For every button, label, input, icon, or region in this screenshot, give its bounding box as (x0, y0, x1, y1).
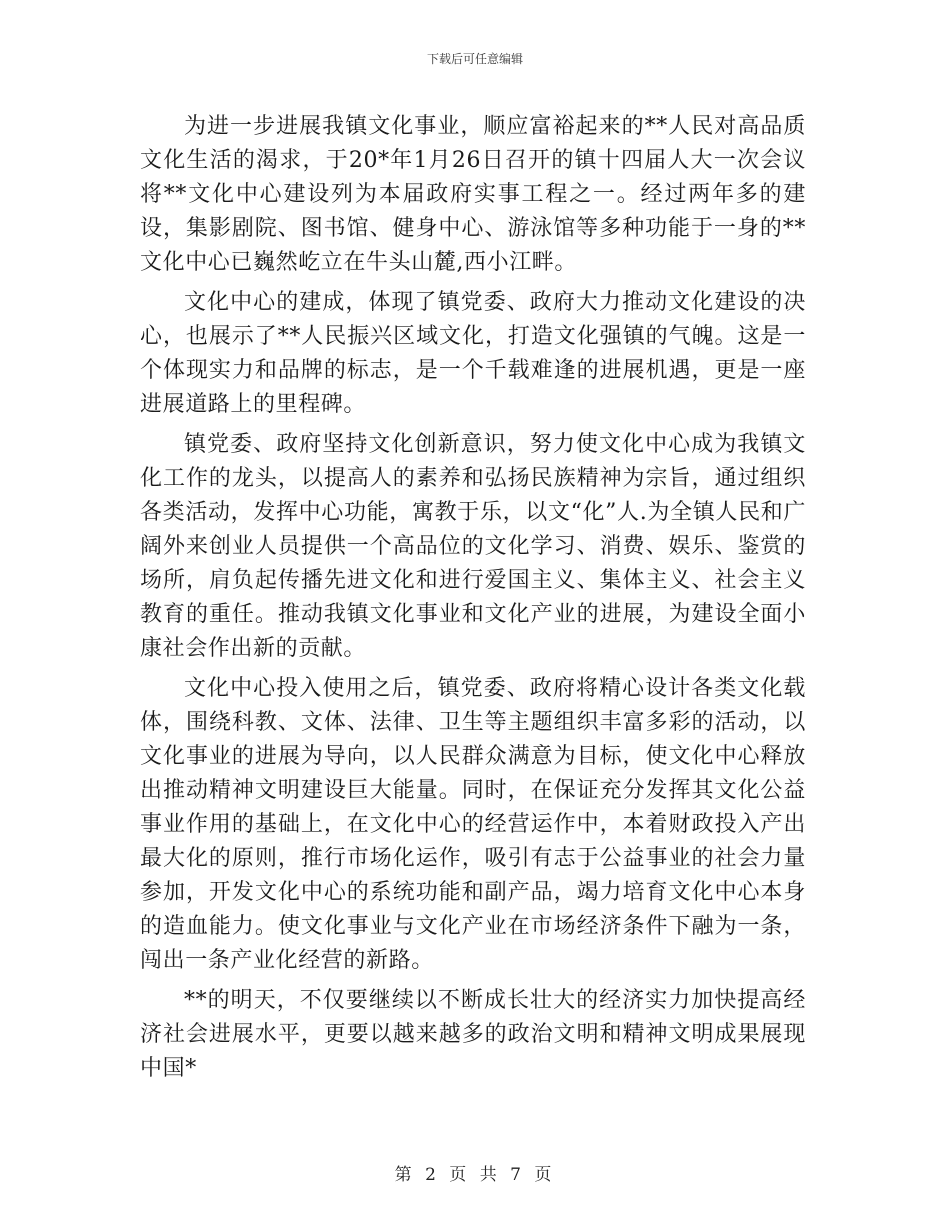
paragraph: **的明天，不仅要继续以不断成长壮大的经济实力加快提高经济社会进展水平，更要以越来越多的政治文明和精神文明成果展现中国* (140, 988, 806, 1081)
document-body (140, 110, 806, 1092)
page-header: 下载后可任意编辑 (426, 52, 523, 66)
paragraph: 镇党委、政府坚持文化创新意识，努力使文化中心成为我镇文化工作的龙头，以提高人的素养和弘扬民族精神为宗旨，通过组织各类活动，发挥中心功能，寓教于乐，以文“化”人.为全镇人民和广阔外来创业人员提供一个高品位的文化学习、消费、娱乐、鉴赏的场所，肩负起传播先进文化和进行爱国主义、集体主义、社会主义教育的重任。推动我镇文化事业和文化产业的进展，为建设全面小康社会作出新的贡献。 (140, 432, 806, 661)
paragraph: 为进一步进展我镇文化事业，顺应富裕起来的**人民对高品质文化生活的渴求，于20*年1月26日召开的镇十四届人大一次会议将**文化中心建设列为本届政府实事工程之一。经过两年多的建设，集影剧院、图书馆、健身中心、游泳馆等多种功能于一身的**文化中心已巍然屹立在牛头山麓,西小江畔。 (140, 114, 806, 275)
paragraph: 文化中心的建成，体现了镇党委、政府大力推动文化建设的决心，也展示了**人民振兴区域文化，打造文化强镇的气魄。这是一个体现实力和品牌的标志，是一个千载难逢的进展机遇，更是一座进展道路上的里程碑。 (140, 290, 806, 417)
page-footer: 第 2 页 共 7 页 (394, 1165, 556, 1185)
paragraph: 文化中心投入使用之后，镇党委、政府将精心设计各类文化载体，围绕科教、文体、法律、卫生等主题组织丰富多彩的活动，以文化事业的进展为导向，以人民群众满意为目标，使文化中心释放出推动精神文明建设巨大能量。同时，在保证充分发挥其文化公益事业作用的基础上，在文化中心的经营运作中，本着财政投入产出最大化的原则，推行市场化运作，吸引有志于公益事业的社会力量参加，开发文化中心的系统功能和副产品，竭力培育文化中心本身的造血能力。使文化事业与文化产业在市场经济条件下融为一条，闯出一条产业化经营的新路。 (140, 676, 806, 973)
